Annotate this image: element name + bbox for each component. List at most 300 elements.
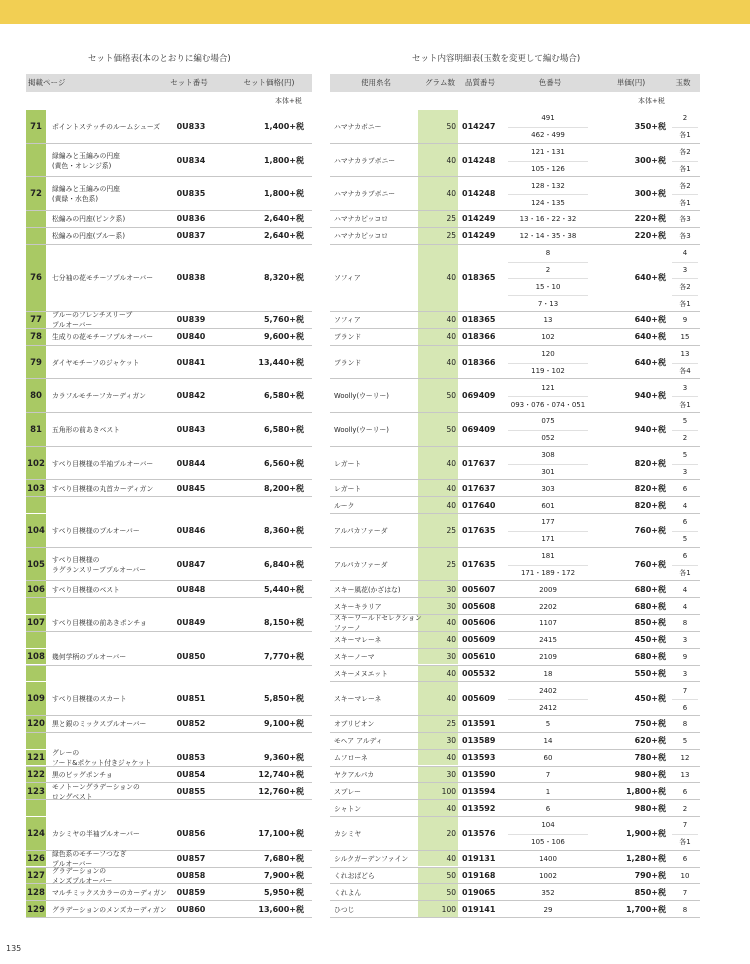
product-number: 005607: [462, 584, 496, 594]
yarn-name: Woolly(ウーリー): [334, 392, 389, 401]
set-price: 12,740+税: [258, 769, 304, 779]
set-number: 0U835: [176, 189, 206, 199]
color-number: 2412: [539, 703, 557, 712]
yarn-name: くれおばどら: [334, 871, 375, 880]
page-number: 135: [6, 944, 22, 953]
page-ref: 128: [27, 887, 45, 898]
yarn-name: ひつじ: [334, 905, 355, 914]
row-divider-left: [26, 732, 312, 733]
product-number: 005609: [462, 635, 496, 645]
gram-amount: 40: [446, 618, 456, 628]
item-title: 松編みの円座(ピンク系): [52, 215, 126, 224]
item-title: すべり目模様の前あきポンチョ: [52, 619, 147, 628]
row-divider-left: [26, 496, 312, 497]
product-number: 018366: [462, 357, 496, 367]
set-price: 1,800+税: [263, 189, 304, 199]
set-number: 0U848: [176, 584, 206, 594]
page-number-cell: [26, 497, 46, 513]
ball-count: 13: [680, 350, 690, 359]
set-price: 2,640+税: [263, 231, 304, 241]
set-number: 0U842: [176, 391, 206, 401]
row-divider-left: [26, 244, 312, 245]
row-divider-right: [330, 749, 700, 750]
row-divider-left: [26, 412, 312, 413]
unit-price: 760+税: [634, 559, 666, 569]
color-number: 177: [541, 518, 555, 527]
row-divider-right: [330, 766, 700, 767]
set-price: 12,760+税: [258, 786, 304, 796]
item-title: すべり目模様のプルオーバー: [52, 526, 140, 535]
color-divider: [508, 699, 588, 700]
ball-count: 4: [682, 602, 688, 611]
ball-divider: [672, 699, 698, 700]
row-divider-right: [330, 665, 700, 666]
set-price: 5,760+税: [263, 315, 304, 325]
row-divider-left: [26, 597, 312, 598]
row-divider-right: [330, 648, 700, 649]
unit-price: 450+税: [634, 635, 666, 645]
unit-price: 640+税: [634, 273, 666, 283]
row-divider-right: [330, 681, 700, 682]
page-number-cell: [26, 666, 46, 682]
set-number: 0U841: [176, 357, 206, 367]
product-number: 017635: [462, 559, 496, 569]
set-number: 0U860: [176, 904, 206, 914]
item-title: モノトーングラデーションの ロングベスト: [52, 782, 140, 801]
page-ref: 72: [30, 189, 42, 200]
page-ref: 102: [27, 458, 45, 469]
ball-count: 各1: [679, 131, 691, 140]
gram-amount: 25: [446, 214, 456, 224]
set-number: 0U844: [176, 458, 206, 468]
page-ref: 106: [27, 584, 45, 595]
page-ref: 123: [27, 786, 45, 797]
set-number: 0U843: [176, 424, 206, 434]
color-number: 181: [541, 552, 555, 561]
row-divider-right: [330, 547, 700, 548]
page-number-cell: [26, 733, 46, 749]
page-ref: 129: [27, 904, 45, 915]
unit-price: 940+税: [634, 391, 666, 401]
ball-count: 8: [682, 905, 688, 914]
set-price: 8,200+税: [263, 483, 304, 493]
yarn-name: シルクガーデンファイン: [334, 855, 409, 864]
row-divider-left: [26, 176, 312, 177]
unit-price: 350+税: [634, 121, 666, 131]
product-number: 014249: [462, 231, 496, 241]
unit-price: 680+税: [634, 584, 666, 594]
page-ref: 81: [30, 424, 42, 435]
color-number: 2402: [539, 686, 557, 695]
yarn-name: レガート: [334, 459, 362, 468]
gram-amount: 40: [446, 668, 456, 678]
gram-amount: 40: [446, 315, 456, 325]
row-divider-right: [330, 513, 700, 514]
set-number: 0U850: [176, 652, 206, 662]
row-divider-right: [330, 311, 700, 312]
unit-price: 780+税: [634, 753, 666, 763]
ball-divider: [672, 565, 698, 566]
color-number: 2415: [539, 636, 557, 645]
color-number: 491: [541, 114, 555, 123]
yarn-name: スプレー: [334, 787, 361, 796]
color-number: 105・106: [531, 838, 565, 847]
color-number: 60: [543, 754, 553, 763]
set-number: 0U854: [176, 769, 206, 779]
product-number: 018365: [462, 273, 496, 283]
row-divider-right: [330, 345, 700, 346]
page-number-cell: [26, 598, 46, 614]
ball-count: 9: [682, 316, 688, 325]
unit-price: 850+税: [634, 887, 666, 897]
color-divider: [508, 363, 588, 364]
page-ref: 104: [27, 525, 45, 536]
product-number: 019131: [462, 854, 496, 864]
ball-count: 15: [680, 333, 690, 342]
ball-count: 6: [682, 484, 688, 493]
header-set-no: セット番号: [170, 78, 208, 87]
ball-count: 3: [682, 467, 688, 476]
ball-count: 3: [682, 383, 688, 392]
header-set-price: セット価格(円): [243, 78, 295, 87]
unit-price: 940+税: [634, 424, 666, 434]
unit-price: 760+税: [634, 525, 666, 535]
unit-price: 620+税: [634, 736, 666, 746]
row-divider-right: [330, 883, 700, 884]
row-divider-left: [26, 900, 312, 901]
color-number: 120: [541, 350, 555, 359]
gram-amount: 30: [446, 652, 456, 662]
color-number: 093・076・074・051: [510, 400, 586, 409]
color-number: 171: [541, 535, 555, 544]
ball-count: 各2: [679, 181, 691, 190]
set-price: 5,850+税: [263, 694, 304, 704]
row-divider-right: [330, 799, 700, 800]
yarn-name: スキーマレーネ: [334, 695, 382, 704]
row-divider-right: [330, 496, 700, 497]
gram-amount: 40: [446, 357, 456, 367]
color-divider: [508, 194, 588, 195]
color-number: 462・499: [531, 131, 565, 140]
set-price: 13,600+税: [258, 904, 304, 914]
color-number: 075: [541, 417, 555, 426]
set-price: 5,950+税: [263, 887, 304, 897]
page-ref: 121: [27, 753, 45, 764]
page-number-cell: [26, 800, 46, 816]
product-number: 014249: [462, 214, 496, 224]
color-divider: [508, 295, 588, 296]
gram-amount: 40: [446, 854, 456, 864]
row-divider-right: [330, 412, 700, 413]
ball-count: 各1: [679, 198, 691, 207]
set-number: 0U859: [176, 887, 206, 897]
unit-price: 680+税: [634, 601, 666, 611]
row-divider-left: [26, 665, 312, 666]
item-title: 幾何学柄のプルオーバー: [52, 653, 127, 662]
page-ref: 79: [30, 357, 42, 368]
set-number: 0U839: [176, 315, 206, 325]
item-title: ポイントステッチのルームシューズ: [52, 122, 161, 131]
set-number: 0U852: [176, 719, 206, 729]
row-divider-right: [330, 210, 700, 211]
ball-count: 5: [682, 535, 688, 544]
product-number: 005532: [462, 668, 496, 678]
unit-price: 640+税: [634, 332, 666, 342]
product-number: 014248: [462, 189, 496, 199]
unit-price: 1,700+税: [625, 904, 666, 914]
color-number: 352: [541, 888, 555, 897]
set-price: 8,320+税: [263, 273, 304, 283]
page-number-cell: [26, 228, 46, 244]
gram-amount: 40: [446, 155, 456, 165]
unit-price: 1,800+税: [625, 786, 666, 796]
header-gram: グラム数: [425, 78, 455, 87]
product-number: 019065: [462, 887, 496, 897]
gram-amount: 25: [446, 559, 456, 569]
gram-amount: 30: [446, 736, 456, 746]
ball-divider: [672, 396, 698, 397]
gram-amount: 40: [446, 189, 456, 199]
page-ref: 127: [27, 870, 45, 881]
row-divider-right: [330, 143, 700, 144]
set-price: 7,900+税: [263, 870, 304, 880]
tax-note-left: 本体+税: [275, 97, 302, 105]
gram-amount: 25: [446, 231, 456, 241]
set-number: 0U856: [176, 828, 206, 838]
ball-divider: [672, 295, 698, 296]
row-divider-right: [330, 732, 700, 733]
set-price: 8,360+税: [263, 525, 304, 535]
row-divider-right: [330, 580, 700, 581]
ball-count: 2: [682, 114, 688, 123]
item-title: すべり目模様のベスト: [52, 585, 120, 594]
gram-amount: 40: [446, 753, 456, 763]
yarn-name: ソフィア: [334, 274, 361, 283]
color-number: 128・132: [531, 181, 565, 190]
product-number: 018365: [462, 315, 496, 325]
ball-divider: [672, 834, 698, 835]
unit-price: 680+税: [634, 652, 666, 662]
item-title: 松編みの円座(ブルー系): [52, 232, 125, 241]
yarn-name: スキーマレーネ: [334, 636, 382, 645]
color-number: 171・189・172: [520, 568, 576, 577]
color-number: 105・126: [531, 164, 565, 173]
ball-count: 2: [682, 804, 688, 813]
page-ref: 124: [27, 828, 45, 839]
page-ref: 105: [27, 559, 45, 570]
unit-price: 1,900+税: [625, 828, 666, 838]
ball-divider: [672, 194, 698, 195]
set-number: 0U845: [176, 483, 206, 493]
color-number: 15・10: [535, 282, 561, 291]
row-divider-left: [26, 547, 312, 548]
row-divider-right: [330, 850, 700, 851]
caption-set-price-table: セット価格表(本のとおりに編む場合): [88, 54, 231, 64]
ball-count: 5: [682, 737, 688, 746]
row-divider-right: [330, 244, 700, 245]
header-yarn: 使用糸名: [361, 78, 391, 87]
page-ref: 76: [30, 273, 42, 284]
item-title: ブルーのフレンチスリーブ プルオーバー: [52, 311, 133, 330]
unit-price: 820+税: [634, 458, 666, 468]
ball-count: 9: [682, 653, 688, 662]
ball-count: 6: [682, 518, 688, 527]
color-number: 8: [545, 249, 551, 258]
gram-amount: 25: [446, 719, 456, 729]
product-number: 005609: [462, 694, 496, 704]
color-number: 29: [543, 905, 553, 914]
set-price: 13,440+税: [258, 357, 304, 367]
item-title: カラフルモチーフカーディガン: [52, 392, 146, 401]
gram-amount: 40: [446, 273, 456, 283]
item-title: すべり目模様の ラグランスリーブプルオーバー: [52, 555, 146, 574]
ball-count: 3: [682, 669, 688, 678]
product-number: 014248: [462, 155, 496, 165]
caption-set-content-table: セット内容明細表(玉数を変更して編む場合): [412, 54, 581, 64]
color-divider: [508, 565, 588, 566]
ball-count: 各1: [679, 838, 691, 847]
yarn-name: ブランド: [334, 358, 362, 367]
product-number: 013589: [462, 736, 496, 746]
row-divider-left: [26, 715, 312, 716]
gram-amount: 30: [446, 769, 456, 779]
color-number: 6: [545, 804, 551, 813]
ball-count: 4: [682, 249, 688, 258]
ball-count: 6: [682, 855, 688, 864]
gram-amount: 100: [441, 786, 456, 796]
set-price: 17,100+税: [258, 828, 304, 838]
unit-price: 1,280+税: [625, 854, 666, 864]
ball-count: 8: [682, 720, 688, 729]
row-divider-left: [26, 210, 312, 211]
unit-price: 220+税: [634, 214, 666, 224]
ball-count: 8: [682, 619, 688, 628]
ball-count: 12: [680, 754, 690, 763]
color-number: 303: [541, 484, 555, 493]
gram-amount: 40: [446, 694, 456, 704]
ball-divider: [672, 262, 698, 263]
page-ref: 80: [30, 391, 42, 402]
color-number: 601: [541, 501, 555, 510]
page-ref: 78: [30, 332, 42, 343]
set-number: 0U846: [176, 525, 206, 535]
gram-amount: 50: [446, 121, 456, 131]
set-price: 6,840+税: [263, 559, 304, 569]
unit-price: 640+税: [634, 357, 666, 367]
gram-amount: 25: [446, 525, 456, 535]
page-number-cell: [26, 211, 46, 227]
gram-amount: 30: [446, 601, 456, 611]
gram-amount: 50: [446, 887, 456, 897]
product-number: 005608: [462, 601, 496, 611]
color-divider: [508, 262, 588, 263]
unit-price: 790+税: [634, 870, 666, 880]
product-number: 069409: [462, 424, 496, 434]
ball-count: 2: [682, 434, 688, 443]
gram-amount: 100: [441, 904, 456, 914]
product-number: 019168: [462, 870, 496, 880]
unit-price: 820+税: [634, 500, 666, 510]
color-number: 1002: [539, 871, 557, 880]
page-ref: 103: [27, 483, 45, 494]
item-title: 黒と銀のミックスプルオーバー: [52, 720, 147, 729]
set-price: 5,440+税: [263, 584, 304, 594]
ball-divider: [672, 127, 698, 128]
ball-count: 3: [682, 265, 688, 274]
row-divider-right: [330, 900, 700, 901]
ball-count: 7: [682, 821, 688, 830]
unit-price: 850+税: [634, 618, 666, 628]
ball-count: 7: [682, 686, 688, 695]
row-divider-right: [330, 597, 700, 598]
product-number: 017637: [462, 458, 496, 468]
color-number: 2109: [539, 653, 557, 662]
yarn-name: アルパカファーダ: [334, 560, 388, 569]
color-number: 052: [541, 434, 555, 443]
item-title: すべり目模様の丸首カーディガン: [52, 484, 154, 493]
item-title: グレーの フード&ポケット付きジャケット: [52, 749, 152, 768]
unit-price: 550+税: [634, 668, 666, 678]
color-number: 2: [545, 265, 551, 274]
ball-count: 各3: [679, 215, 691, 224]
ball-count: 4: [682, 501, 688, 510]
set-price: 6,580+税: [263, 424, 304, 434]
row-divider-left: [26, 378, 312, 379]
set-number: 0U849: [176, 618, 206, 628]
row-divider-left: [26, 345, 312, 346]
yarn-name: ソフィア: [334, 316, 361, 325]
ball-count: 4: [682, 585, 688, 594]
color-number: 14: [543, 737, 553, 746]
yarn-name: Woolly(ウーリー): [334, 425, 389, 434]
ball-count: 13: [680, 770, 690, 779]
gram-amount: 50: [446, 391, 456, 401]
product-number: 005606: [462, 618, 496, 628]
gram-amount: 40: [446, 635, 456, 645]
set-number: 0U858: [176, 870, 206, 880]
row-divider-right: [330, 782, 700, 783]
ball-count: 各1: [679, 568, 691, 577]
gram-amount: 20: [446, 828, 456, 838]
item-title: 黒のビッグポンチョ: [52, 770, 113, 779]
set-number: 0U836: [176, 214, 206, 224]
header-page: 掲載ページ: [28, 78, 66, 87]
product-number: 013594: [462, 786, 496, 796]
row-divider-right: [330, 867, 700, 868]
set-number: 0U834: [176, 155, 206, 165]
color-number: 119・102: [531, 366, 565, 375]
item-title: 緑編みと玉編みの円座 (黄色・オレンジ系): [52, 151, 120, 170]
color-number: 2009: [539, 585, 557, 594]
row-divider-right: [330, 917, 700, 918]
color-number: 308: [541, 451, 555, 460]
page-ref: 109: [27, 694, 45, 705]
tax-note-right: 本体+税: [638, 97, 665, 105]
product-number: 014247: [462, 121, 496, 131]
set-price: 9,100+税: [263, 719, 304, 729]
set-price: 7,680+税: [263, 854, 304, 864]
product-number: 013591: [462, 719, 496, 729]
ball-count: 各1: [679, 164, 691, 173]
item-title: 生成りの花モチーフプルオーバー: [52, 333, 154, 342]
color-number: 104: [541, 821, 555, 830]
row-divider-right: [330, 479, 700, 480]
color-divider: [508, 464, 588, 465]
gram-amount: 40: [446, 803, 456, 813]
unit-price: 980+税: [634, 769, 666, 779]
ball-count: 7: [682, 888, 688, 897]
color-divider: [508, 161, 588, 162]
